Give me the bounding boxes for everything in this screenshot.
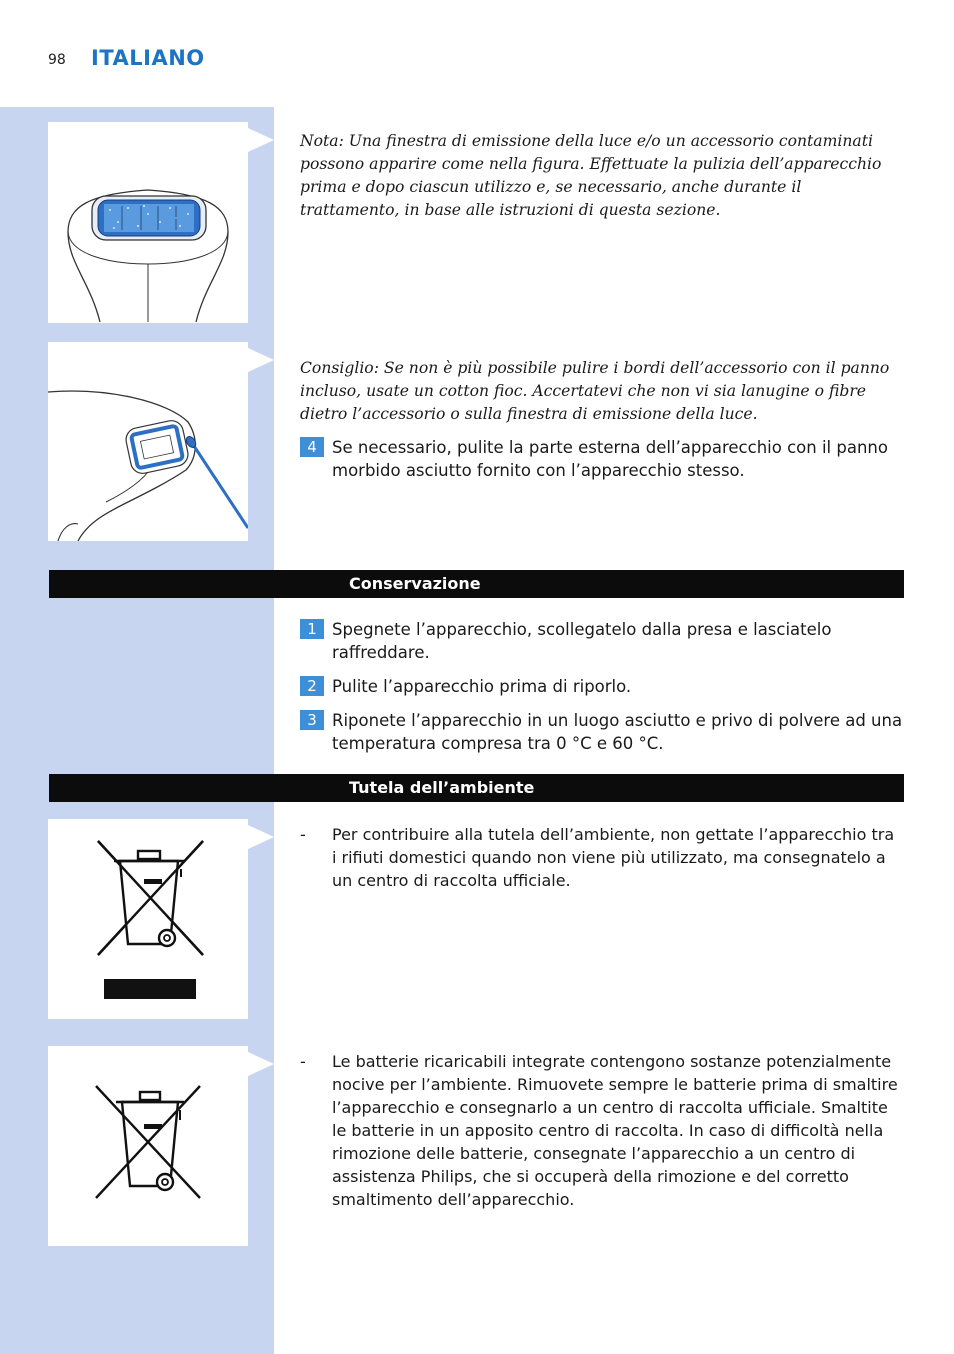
bullet-text: Le batterie ricaricabili integrate contengono sostanze potenzialmente nocive per l’ambiente. Rimuovete sempre le batterie prima di smaltire l’apparecchio e consegnarlo a un centro di raccolta ufficiale. Smaltite le batterie in un apposito centro di raccolta. In caso di difficoltà nella rimozione delle batterie, consegnate l’apparecchio a un centro di assistenza Philips, che si occuperà della rimozione e del corretto smaltimento dell’apparecchio. (332, 1052, 898, 1209)
section-title: Conservazione (349, 574, 481, 593)
device-side-illustration (48, 342, 248, 541)
note-nota: Nota: Una finestra di emissione della luce e/o un accessorio contaminati possono apparire come nella figura. Effettuate la pulizia dell’apparecchio prima e dopo ciascun utilizzo e, se necessario, anche durante il trattamento, in base alle istruzioni di questa sezione. (300, 132, 882, 219)
step-number-badge: 4 (300, 437, 324, 457)
page-language-title: ITALIANO (91, 46, 205, 70)
environment-bullet-disposal (300, 823, 900, 892)
step-number-badge: 2 (300, 676, 324, 696)
bullet-dash: - (300, 825, 306, 844)
illustration-weee-symbol (48, 819, 248, 1019)
step-text: Pulite l’apparecchio prima di riporlo. (332, 677, 632, 696)
step-text: Spegnete l’apparecchio, scollegatelo dalla presa e lasciatelo raffreddare. (332, 620, 832, 662)
storage-step-2 (300, 675, 905, 698)
image-pointer (248, 348, 274, 372)
note-consiglio: Consiglio: Se non è più possibile pulire i bordi dell’accessorio con il panno incluso, usate un cotton fioc. Accertatevi che non vi sia lanugine o fibre dietro l’accessorio o sulla finestra di emissione della luce. (300, 359, 890, 423)
step-text: Se necessario, pulite la parte esterna dell’apparecchio con il panno morbido asciutto fornito con l’apparecchio stesso. (332, 438, 888, 480)
crossed-bin-icon (48, 819, 248, 1019)
illustration-cotton-swab (48, 342, 248, 541)
image-pointer (248, 128, 274, 152)
cleaning-step-4 (300, 436, 905, 482)
page-number: 98 (48, 52, 66, 68)
bullet-text: Per contribuire alla tutela dell’ambiente, non gettate l’apparecchio tra i rifiuti domestici quando non viene più utilizzato, ma consegnatelo a un centro di raccolta ufficiale. (332, 825, 895, 890)
section-title: Tutela dell’ambiente (349, 778, 535, 797)
environment-bullet-batteries (300, 1050, 900, 1211)
bullet-dash: - (300, 1052, 306, 1071)
device-front-illustration (48, 122, 248, 323)
step-number-badge: 3 (300, 710, 324, 730)
section-header-ambiente (49, 774, 904, 802)
illustration-battery-symbol (48, 1046, 248, 1246)
storage-step-3 (300, 709, 905, 755)
crossed-bin-icon (48, 1046, 248, 1246)
image-pointer (248, 825, 274, 849)
image-pointer (248, 1052, 274, 1076)
step-text: Riponete l’apparecchio in un luogo asciutto e privo di polvere ad una temperatura compresa tra 0 °C e 60 °C. (332, 711, 903, 753)
storage-step-1 (300, 618, 905, 664)
illustration-contaminated-window (48, 122, 248, 323)
section-header-conservazione (49, 570, 904, 598)
step-number-badge: 1 (300, 619, 324, 639)
